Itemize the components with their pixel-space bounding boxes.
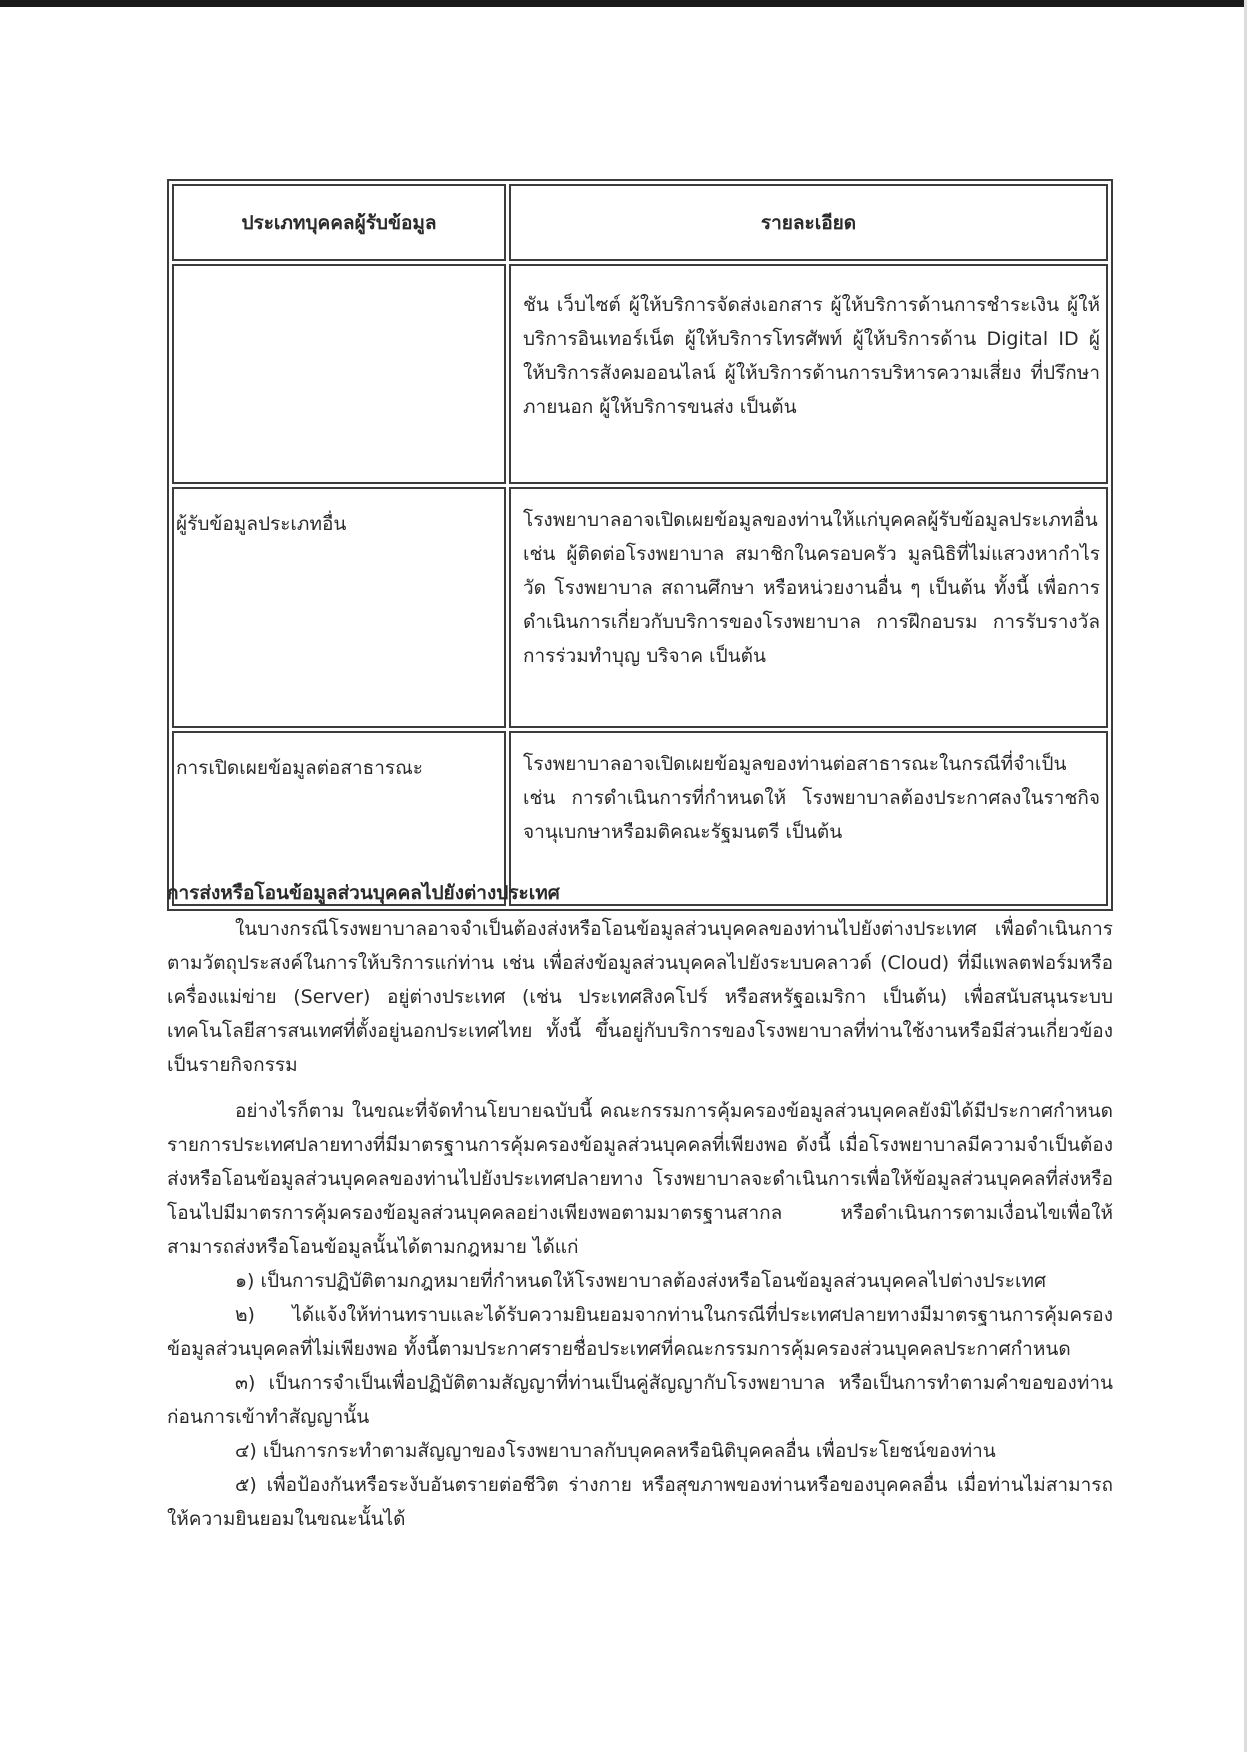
paragraph: ในบางกรณีโรงพยาบาลอาจจำเป็นต้องส่งหรือโอนข้อมูลส่วนบุคคลของท่านไปยังต่างประเทศ เพื่อดำเนินการตามวัตถุประสงค์ในการให้บริการแก่ท่าน เช่น เพื่อส่งข้อมูลส่วนบุคคลไปยังระบบคลาวด์ (Cloud) ที่มีแพลตฟอร์มหรือเครื่องแม่ข่าย (Server) อยู่ต่างประเทศ (เช่น ประเทศสิงคโปร์ หรือสหรัฐอเมริกา เป็นต้น) เพื่อสนับสนุนระบบเทคโนโลยีสารสนเทศที่ตั้งอยู่นอกประเทศไทย ทั้งนี้ ขึ้นอยู่กับบริการของโรงพยาบาลที่ท่านใช้งานหรือมีส่วนเกี่ยวข้องเป็นรายกิจกรรม	[167, 918, 1113, 1076]
table-row	[172, 487, 1108, 728]
recipient-table	[167, 179, 1113, 911]
condition-item: ๔) เป็นการกระทำตามสัญญาของโรงพยาบาลกับบุคคลหรือนิติบุคคลอื่น เพื่อประโยชน์ของท่าน	[235, 1440, 996, 1462]
section-title: การส่งหรือโอนข้อมูลส่วนบุคคลไปยังต่างประเทศ	[167, 882, 560, 904]
header-recipient-type: ประเภทบุคคลผู้รับข้อมูล	[172, 184, 506, 261]
paragraph: อย่างไรก็ตาม ในขณะที่จัดทำนโยบายฉบับนี้ คณะกรรมการคุ้มครองข้อมูลส่วนบุคคลยังมิได้มีประกาศกำหนดรายการประเทศปลายทางที่มีมาตรฐานการคุ้มครองข้อมูลส่วนบุคคลที่เพียงพอ ดังนี้ เมื่อโรงพยาบาลมีความจำเป็นต้องส่งหรือโอนข้อมูลส่วนบุคคลของท่านไปยังประเทศปลายทาง โรงพยาบาลจะดำเนินการเพื่อให้ข้อมูลส่วนบุคคลที่ส่งหรือโอนไปมีมาตรการคุ้มครองข้อมูลส่วนบุคคลอย่างเพียงพอตามมาตรฐานสากล หรือดำเนินการตามเงื่อนไขเพื่อให้สามารถส่งหรือโอนข้อมูลนั้นได้ตามกฎหมาย ได้แก่	[167, 1100, 1113, 1258]
cross-border-transfer-section	[167, 876, 1113, 1536]
table-row	[172, 264, 1108, 484]
recipient-type-cell: การเปิดเผยข้อมูลต่อสาธารณะ	[172, 731, 506, 906]
header-details: รายละเอียด	[509, 184, 1108, 261]
table-header-row	[172, 184, 1108, 261]
recipient-type-cell	[172, 264, 506, 484]
condition-item: ๑) เป็นการปฏิบัติตามกฎหมายที่กำหนดให้โรงพยาบาลต้องส่งหรือโอนข้อมูลส่วนบุคคลไปต่างประเทศ	[235, 1270, 1047, 1292]
condition-item: ๕) เพื่อป้องกันหรือระงับอันตรายต่อชีวิต ร่างกาย หรือสุขภาพของท่านหรือของบุคคลอื่น เมื่อท่านไม่สามารถให้ความยินยอมในขณะนั้นได้	[167, 1474, 1113, 1530]
recipient-detail-cell: โรงพยาบาลอาจเปิดเผยข้อมูลของท่านต่อสาธารณะในกรณีที่จำเป็น เช่น การดำเนินการที่กำหนดให้ โรงพยาบาลต้องประกาศลงในราชกิจจานุเบกษาหรือมติคณะรัฐมนตรี เป็นต้น	[509, 731, 1108, 906]
condition-item: ๒) ได้แจ้งให้ท่านทราบและได้รับความยินยอมจากท่านในกรณีที่ประเทศปลายทางมีมาตรฐานการคุ้มครองข้อมูลส่วนบุคคลที่ไม่เพียงพอ ทั้งนี้ตามประกาศรายชื่อประเทศที่คณะกรรมการคุ้มครองส่วนบุคคลประกาศกำหนด	[167, 1304, 1113, 1360]
condition-item: ๓) เป็นการจำเป็นเพื่อปฏิบัติตามสัญญาที่ท่านเป็นคู่สัญญากับโรงพยาบาล หรือเป็นการทำตามคำขอของท่านก่อนการเข้าทำสัญญานั้น	[167, 1372, 1113, 1428]
scan-edge-top	[0, 0, 1247, 7]
recipient-type-cell: ผู้รับข้อมูลประเภทอื่น	[172, 487, 506, 728]
recipient-detail-cell: ชัน เว็บไซต์ ผู้ให้บริการจัดส่งเอกสาร ผู้ให้บริการด้านการชำระเงิน ผู้ให้บริการอินเทอร์เน็ต ผู้ให้บริการโทรศัพท์ ผู้ให้บริการด้าน Digital ID ผู้ให้บริการสังคมออนไลน์ ผู้ให้บริการด้านการบริหารความเสี่ยง ที่ปรึกษาภายนอก ผู้ให้บริการขนส่ง เป็นต้น	[509, 264, 1108, 484]
recipient-detail-cell: โรงพยาบาลอาจเปิดเผยข้อมูลของท่านให้แก่บุคคลผู้รับข้อมูลประเภทอื่น เช่น ผู้ติดต่อโรงพยาบาล สมาชิกในครอบครัว มูลนิธิที่ไม่แสวงหากำไร วัด โรงพยาบาล สถานศึกษา หรือหน่วยงานอื่น ๆ เป็นต้น ทั้งนี้ เพื่อการดำเนินการเกี่ยวกับบริการของโรงพยาบาล การฝึกอบรม การรับรางวัล การร่วมทำบุญ บริจาค เป็นต้น	[509, 487, 1108, 728]
